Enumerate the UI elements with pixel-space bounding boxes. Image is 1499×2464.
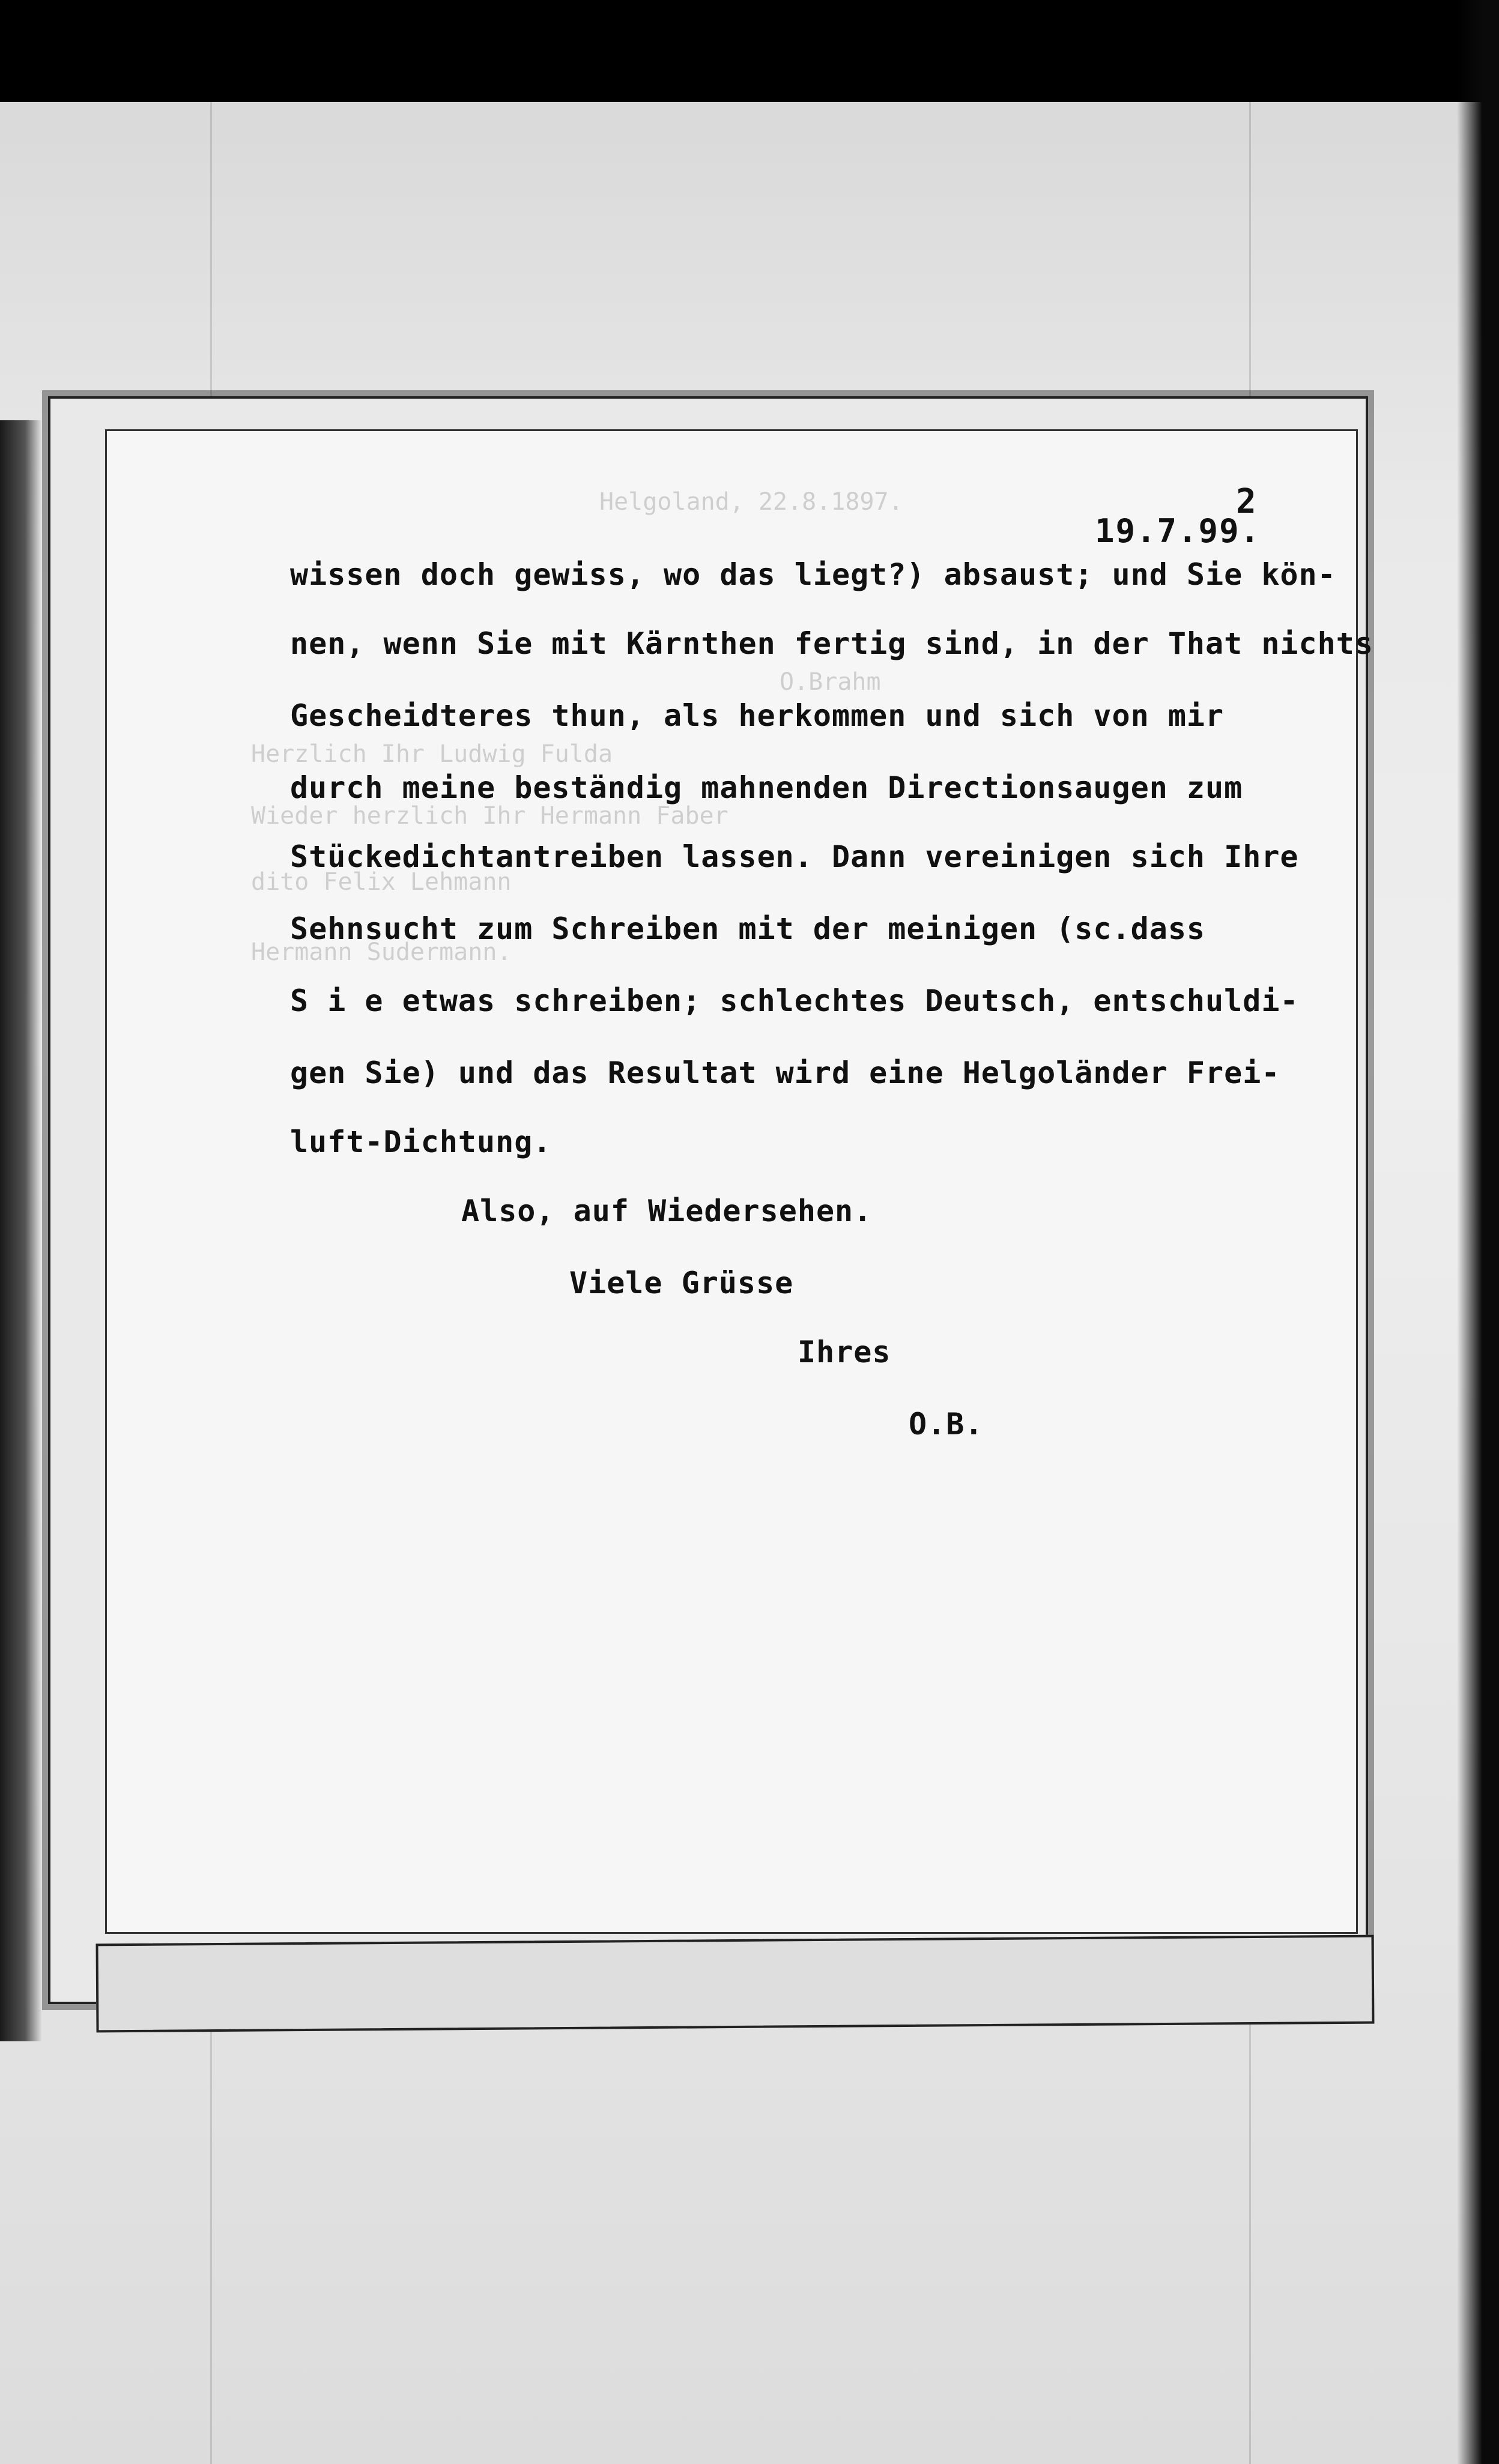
underlying-line: Herzlich Ihr Ludwig Fulda xyxy=(251,740,613,768)
letter-line: Stückedichtantreiben lassen. Dann vereinigen sich Ihre xyxy=(290,839,1299,874)
letter-line: durch meine beständig mahnenden Directionsaugen zum xyxy=(290,770,1243,805)
left-shadow xyxy=(0,420,42,2041)
closing-line: Ihres xyxy=(798,1335,891,1369)
letter-line: nen, wenn Sie mit Kärnthen fertig sind, in der That nichts xyxy=(290,626,1373,661)
letter-line: wissen doch gewiss, wo das liegt?) absaust; und Sie kön- xyxy=(290,557,1336,592)
closing-line: Viele Grüsse xyxy=(569,1266,794,1300)
right-black-border xyxy=(1457,0,1499,2464)
letter-line: S i e etwas schreiben; schlechtes Deutsch, entschuldi- xyxy=(290,983,1299,1018)
top-black-border xyxy=(0,0,1499,105)
closing-line: Also, auf Wiedersehen. xyxy=(461,1194,873,1228)
underlying-line: Hermann Sudermann. xyxy=(251,938,512,966)
letter-page xyxy=(105,429,1373,1934)
signature: O.B. xyxy=(909,1407,984,1442)
letter-line: luft-Dichtung. xyxy=(290,1125,552,1159)
paper-stack-bottom-sheet xyxy=(96,1935,1375,2033)
underlying-line: Helgoland, 22.8.1897. xyxy=(599,488,903,516)
underlying-line: dito Felix Lehmann xyxy=(251,868,512,896)
underlying-line: O.Brahm xyxy=(780,668,881,696)
underlying-line: Wieder herzlich Ihr Hermann Faber xyxy=(251,802,728,830)
letter-line: Gescheidteres thun, als herkommen und sich von mir xyxy=(290,698,1225,733)
letter-line: gen Sie) und das Resultat wird eine Helgoländer Frei- xyxy=(290,1055,1280,1090)
letter-line: Sehnsucht zum Schreiben mit der meinigen (sc.dass xyxy=(290,911,1206,946)
letter-date: 19.7.99. xyxy=(1095,512,1261,550)
page-number: 2 xyxy=(1236,482,1256,521)
